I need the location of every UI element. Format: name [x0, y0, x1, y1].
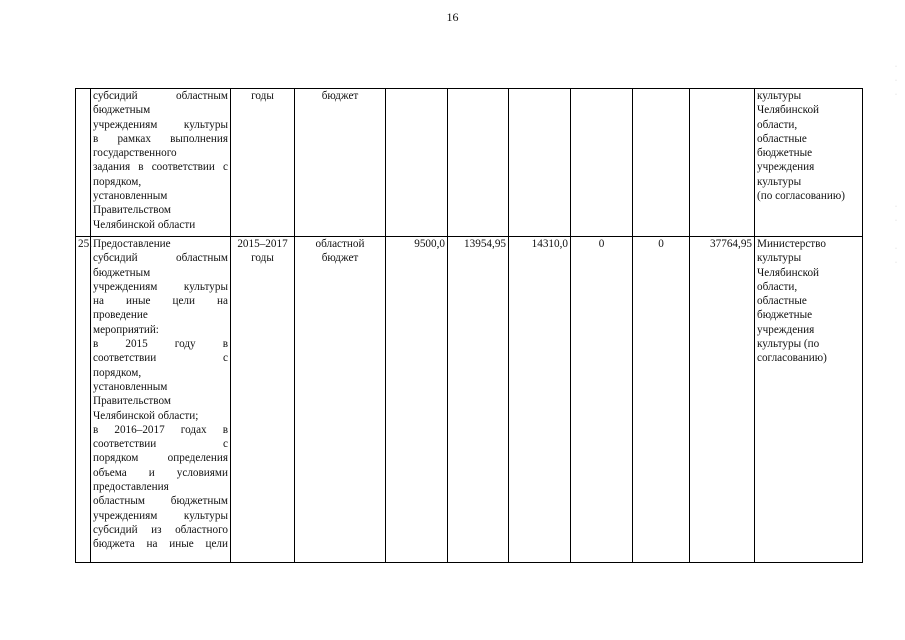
cell-empty — [633, 89, 690, 237]
cell-empty — [690, 89, 755, 237]
amount-2016: 13954,95 — [448, 237, 509, 563]
scan-margin-marks: · · · · · · · — [895, 64, 897, 266]
table-row-25 — [76, 237, 863, 563]
event-name: Предоставление субсидий областным бюджетным учреждениям культуры на иные цели на проведение мероприятий: в 2015 году в соответствии с порядком, установленным Правительством Челябинской области; в 2016–2017 годах в соответствии с порядком определения объема и условиями предоставления областным бюджетным учреждениям культуры субсидий из областного бюджета на иные цели — [91, 237, 231, 563]
row-number: 25. — [76, 237, 91, 563]
period-continued: годы — [231, 89, 295, 237]
amount-total: 37764,95 — [690, 237, 755, 563]
executor: Министерство культуры Челябинской области, областные бюджетные учреждения культуры (по согласованию) — [755, 237, 863, 563]
event-name-continued: субсидий областным бюджетным учреждениям культуры в рамках выполнения государственного задания в соответствии с порядком, установленным Правительством Челябинской области — [91, 89, 231, 237]
source-continued: бюджет — [295, 89, 386, 237]
row-number-empty — [76, 89, 91, 237]
executor-continued: культуры Челябинской области, областные бюджетные учреждения культуры (по согласованию) — [755, 89, 863, 237]
cell-empty — [571, 89, 633, 237]
program-table — [75, 88, 863, 563]
table-row-continued — [76, 89, 863, 237]
amount-2019: 0 — [633, 237, 690, 563]
funding-source: областной бюджет — [295, 237, 386, 563]
amount-2018: 0 — [571, 237, 633, 563]
period: 2015–2017 годы — [231, 237, 295, 563]
cell-empty — [509, 89, 571, 237]
page-number: 16 — [446, 10, 459, 24]
cell-empty — [386, 89, 448, 237]
amount-2015: 9500,0 — [386, 237, 448, 563]
cell-empty — [448, 89, 509, 237]
amount-2017: 14310,0 — [509, 237, 571, 563]
